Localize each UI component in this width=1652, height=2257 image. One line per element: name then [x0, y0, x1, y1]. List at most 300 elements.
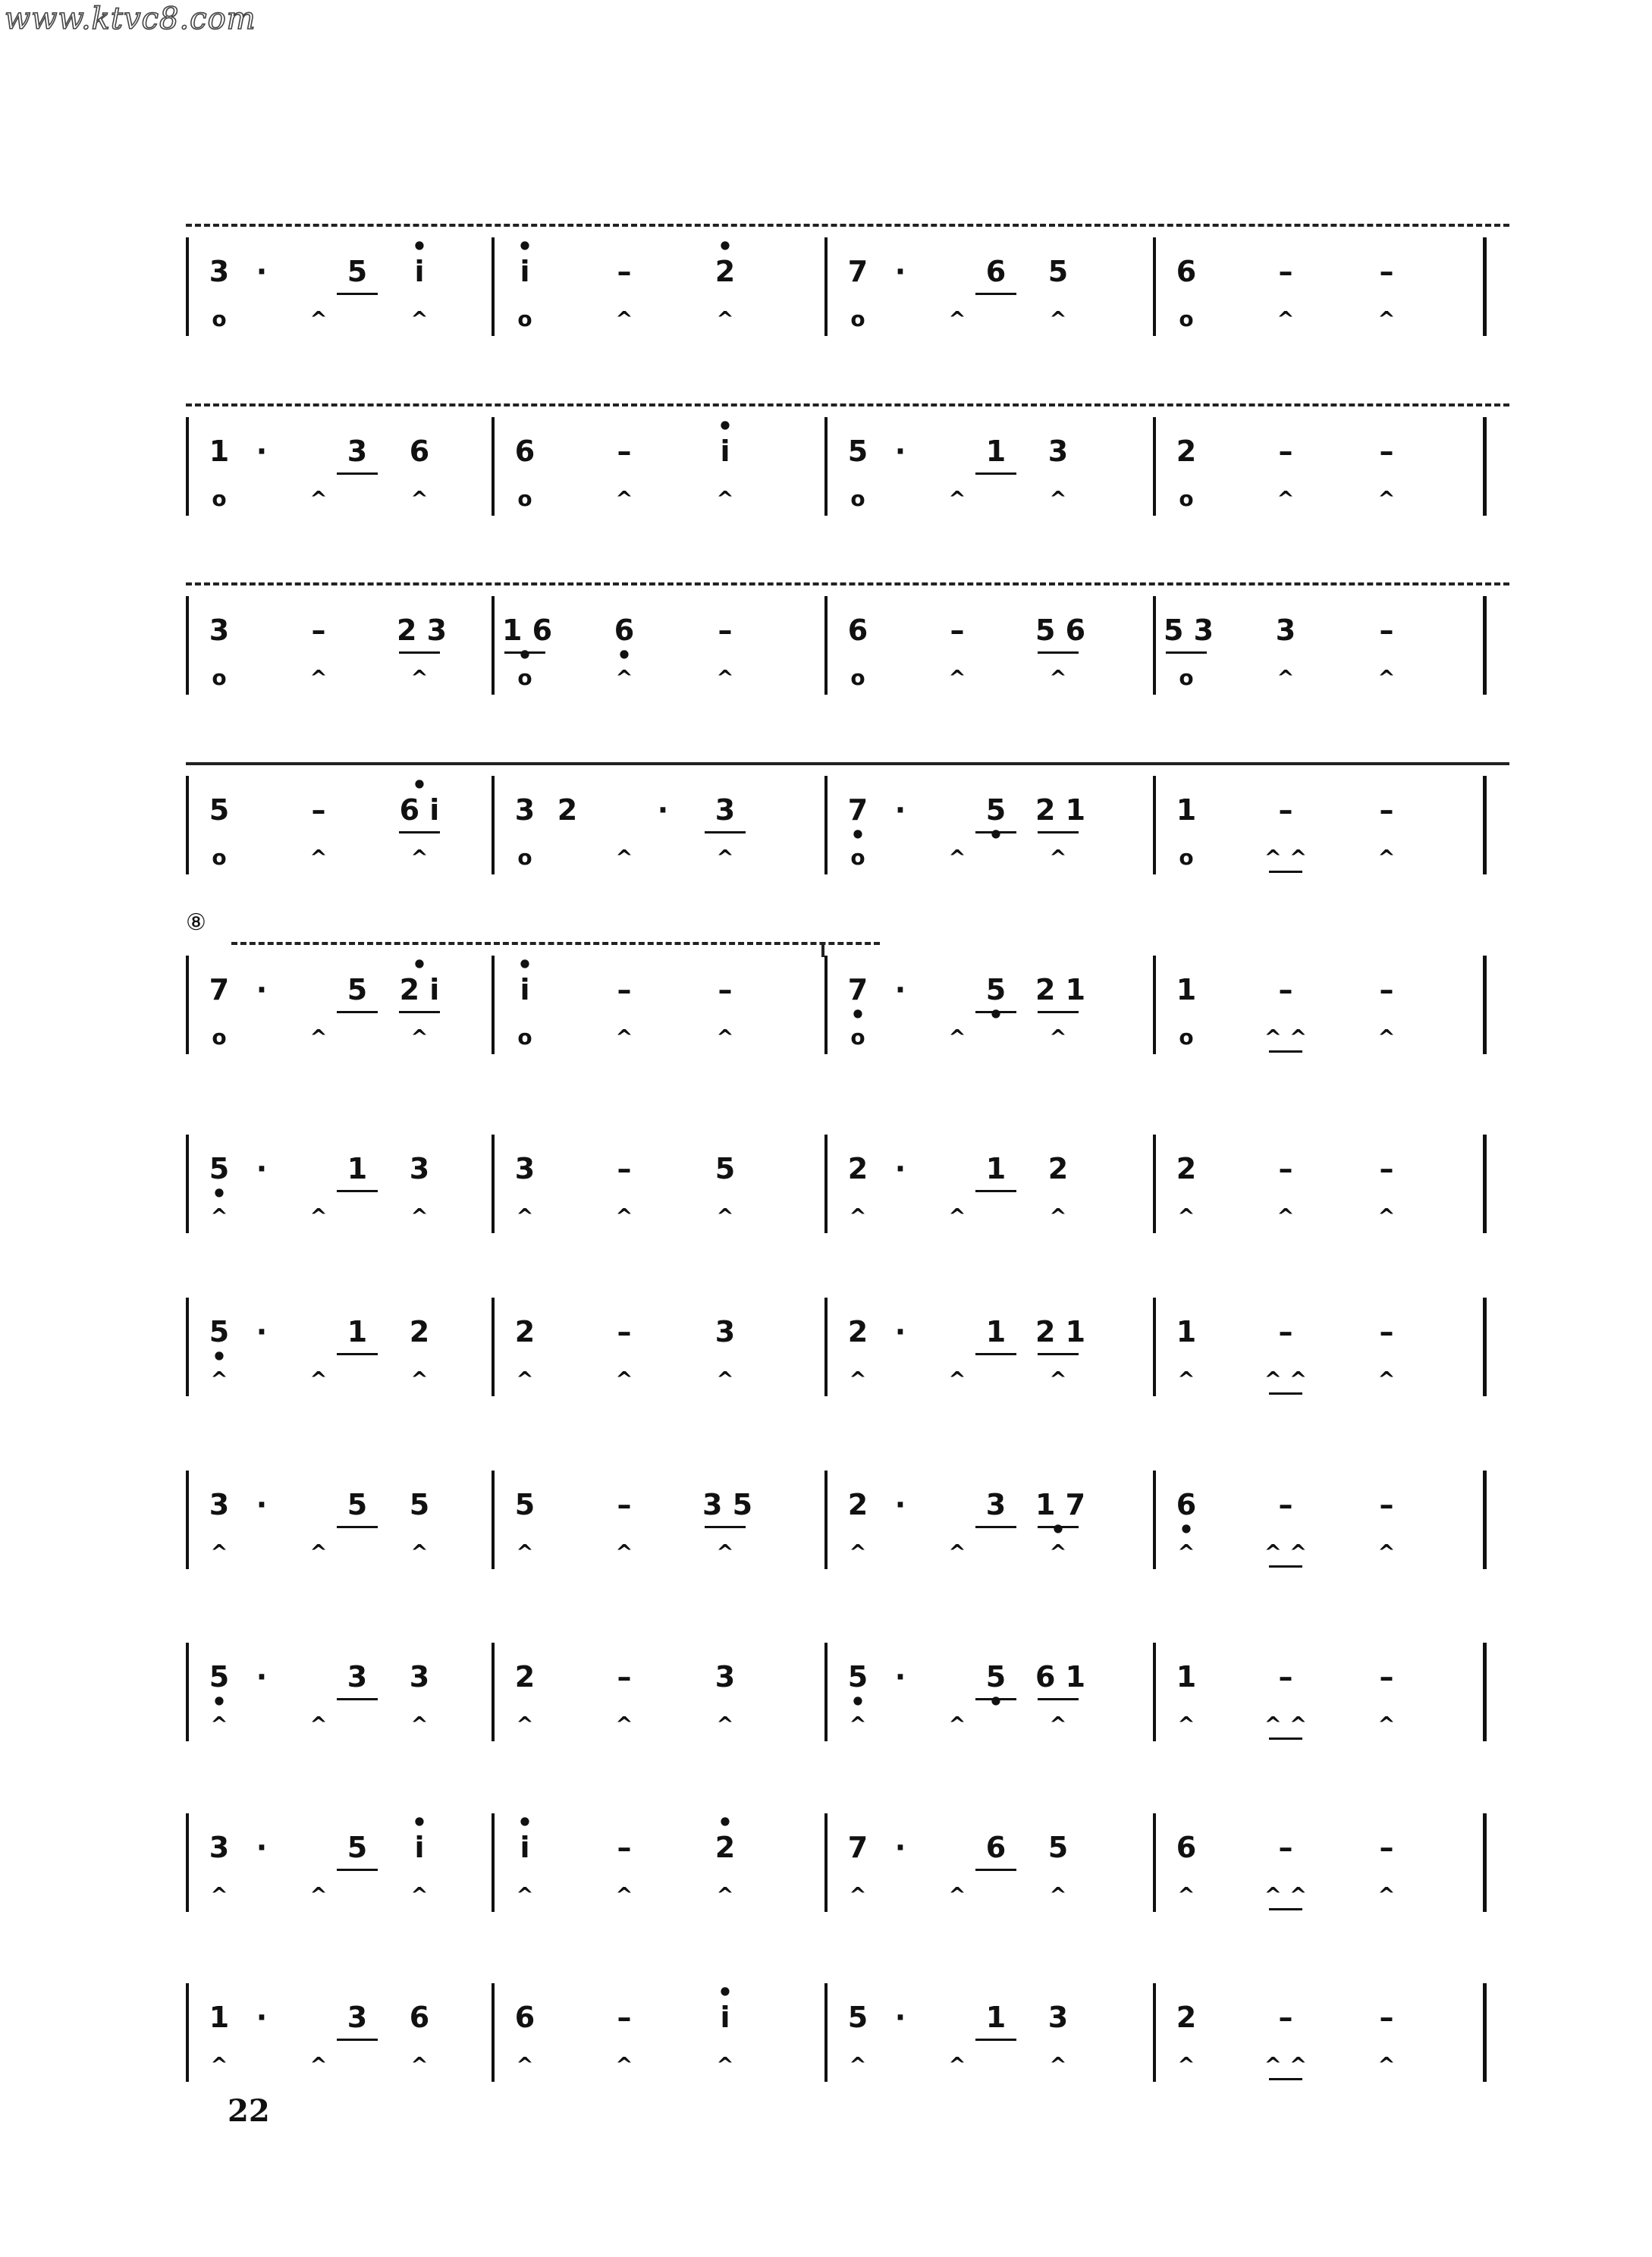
accent-mark: ^ [410, 486, 429, 511]
octave-down-dot: • [517, 641, 533, 670]
accent-mark: ^ [716, 1367, 734, 1392]
note: 3 [334, 434, 380, 473]
extension-dash: – [1278, 1660, 1293, 1694]
octave-up-dot: • [717, 1808, 733, 1837]
note: 5 3 [1164, 613, 1209, 652]
note: 5 [334, 1487, 380, 1527]
bar-line [1153, 237, 1156, 336]
accent-mark: ^ [948, 2052, 966, 2077]
accent-mark: ^ [615, 1025, 633, 1050]
note: 1 [973, 1151, 1019, 1191]
note: i • [502, 254, 548, 294]
note: 3 [334, 1659, 380, 1699]
accent-mark: ^ ^ [1263, 2051, 1308, 2080]
extension-dash: – [617, 1831, 632, 1864]
accent-mark: ^ [1049, 1025, 1067, 1050]
open-mark: o [212, 845, 227, 870]
rehearsal-mark: ⑧ [186, 909, 206, 936]
accent-mark: ^ [309, 1204, 328, 1229]
accent-mark: ^ [410, 665, 429, 690]
extension-dash: – [1278, 793, 1293, 827]
bar-line [492, 956, 495, 1054]
open-mark: o [850, 486, 865, 511]
accent-mark: ^ [1277, 486, 1295, 511]
note: 3 [1047, 435, 1069, 468]
accent-mark: ^ [1049, 2052, 1067, 2077]
accent-mark: ^ [516, 1204, 534, 1229]
open-mark: o [517, 486, 532, 511]
accent-mark: ^ ^ [1263, 1024, 1308, 1053]
bar-line [492, 1813, 495, 1912]
note: 2 i • [397, 972, 442, 1012]
note: 3 [702, 793, 748, 832]
extension-dash: – [1379, 255, 1394, 288]
note: 6 [514, 435, 535, 468]
bar-line [1483, 1813, 1487, 1912]
octave-down-dot: • [988, 821, 1004, 849]
accent-mark: ^ [1377, 1882, 1396, 1907]
accent-mark: ^ [1277, 1204, 1295, 1229]
note: 5 • [196, 1659, 242, 1699]
accent-mark: ^ [1177, 1540, 1195, 1565]
accent-mark: ^ [1377, 306, 1396, 331]
system-top-line [186, 582, 1509, 585]
accent-mark: ^ [849, 1712, 867, 1737]
note: 2 1 [1035, 1314, 1081, 1354]
bar-line [1153, 1983, 1156, 2082]
note: i • [397, 1830, 442, 1869]
accent-mark: ^ [1377, 1025, 1396, 1050]
extension-dash: – [1379, 1660, 1394, 1694]
accent-mark: ^ [1277, 665, 1295, 690]
octave-down-dot: • [988, 1687, 1004, 1716]
score-system [186, 224, 1509, 345]
note: 2 [1047, 1152, 1069, 1185]
bar-line [492, 1298, 495, 1396]
extension-dash: – [617, 1315, 632, 1348]
note: 6 1 [1035, 1659, 1081, 1699]
note: 2 1 [1035, 972, 1081, 1012]
accent-mark: ^ [716, 2052, 734, 2077]
note: 6 • [1164, 1487, 1209, 1527]
octave-up-dot: • [411, 232, 428, 261]
accent-mark: ^ [716, 1025, 734, 1050]
accent-mark: ^ [615, 1882, 633, 1907]
augmentation-dot: · [894, 1488, 906, 1521]
extension-dash: – [1379, 614, 1394, 647]
note: 6 [973, 1830, 1019, 1869]
accent-mark: ^ [948, 486, 966, 511]
accent-mark: ^ [716, 1540, 734, 1565]
accent-mark: ^ ^ [1263, 844, 1308, 873]
accent-mark: ^ [1377, 1204, 1396, 1229]
note: 7 [847, 1831, 868, 1864]
note: 2 [847, 1315, 868, 1348]
note: 3 [715, 1660, 736, 1694]
accent-mark: ^ [948, 306, 966, 331]
bar-line [1483, 1643, 1487, 1741]
note: 6 • [601, 613, 647, 652]
bar-line [824, 1813, 828, 1912]
note: 3 [514, 793, 535, 827]
octave-down-dot: • [850, 1000, 866, 1029]
note: 6 [1176, 1831, 1197, 1864]
bar-line [824, 237, 828, 336]
extension-dash: – [718, 973, 733, 1006]
augmentation-dot: · [256, 1831, 268, 1864]
note: 6 [1176, 255, 1197, 288]
accent-mark: ^ [309, 2052, 328, 2077]
augmentation-dot: · [894, 2001, 906, 2034]
open-mark: o [517, 306, 532, 331]
accent-mark: ^ [948, 1712, 966, 1737]
accent-mark: ^ [1049, 1882, 1067, 1907]
extension-dash: – [718, 614, 733, 647]
augmentation-dot: · [256, 1315, 268, 1348]
bar-line [492, 417, 495, 516]
augmentation-dot: · [256, 1488, 268, 1521]
accent-mark: ^ [716, 665, 734, 690]
note: 2 [514, 1660, 535, 1694]
accent-mark: ^ [615, 1367, 633, 1392]
note: 3 [1275, 614, 1296, 647]
extension-dash: – [1278, 1831, 1293, 1864]
accent-mark: ^ [615, 306, 633, 331]
accent-mark: ^ [410, 1025, 429, 1050]
note: 6 [409, 435, 430, 468]
accent-mark: ^ ^ [1263, 1711, 1308, 1740]
note: 6 [409, 2001, 430, 2034]
accent-mark: ^ [410, 845, 429, 870]
extension-dash: – [617, 1488, 632, 1521]
bar-line [186, 1471, 189, 1569]
note: 6 [973, 254, 1019, 294]
accent-mark: ^ [210, 1204, 228, 1229]
accent-mark: ^ [1049, 665, 1067, 690]
octave-up-dot: • [717, 1978, 733, 2007]
note: 5 [409, 1488, 430, 1521]
accent-mark: ^ [309, 1540, 328, 1565]
open-mark: o [212, 486, 227, 511]
accent-mark: ^ [1049, 845, 1067, 870]
accent-mark: ^ [309, 306, 328, 331]
note: 5 • [973, 793, 1019, 832]
note: 1 [973, 1314, 1019, 1354]
augmentation-dot: · [256, 1660, 268, 1694]
accent-mark: ^ [716, 845, 734, 870]
open-mark: o [517, 845, 532, 870]
note: 2 [514, 1315, 535, 1348]
octave-up-dot: • [517, 950, 533, 979]
extension-dash: – [1379, 1315, 1394, 1348]
augmentation-dot: · [256, 2001, 268, 2034]
bar-line [824, 1298, 828, 1396]
bar-line [1153, 1298, 1156, 1396]
open-mark: o [850, 306, 865, 331]
open-mark: o [212, 665, 227, 690]
accent-mark: ^ [948, 665, 966, 690]
note: 5 • [973, 972, 1019, 1012]
note: 1 [1176, 793, 1197, 827]
extension-dash: – [617, 2001, 632, 2034]
note: 5 [1047, 1831, 1069, 1864]
note: 5 6 [1035, 613, 1081, 652]
bar-line [1153, 1643, 1156, 1741]
note: 5 • [835, 1659, 881, 1699]
note: 2 • [702, 1830, 748, 1869]
note: i • [397, 254, 442, 294]
accent-mark: ^ [716, 486, 734, 511]
bar-line [1483, 237, 1487, 336]
score-system [186, 403, 1509, 525]
bar-line [1483, 596, 1487, 695]
bar-line [186, 417, 189, 516]
bar-line [492, 1983, 495, 2082]
accent-mark: ^ [1377, 1540, 1396, 1565]
accent-mark: ^ [716, 1882, 734, 1907]
accent-mark: ^ [309, 1882, 328, 1907]
watermark: www.ktvc8.com [5, 2, 256, 36]
open-mark: o [850, 665, 865, 690]
score-system [186, 1121, 1509, 1242]
bar-line [1483, 1298, 1487, 1396]
accent-mark: ^ [309, 665, 328, 690]
bar-line [1483, 417, 1487, 516]
system-top-line [231, 942, 880, 945]
octave-down-dot: • [1178, 1515, 1195, 1544]
accent-mark: ^ [410, 1882, 429, 1907]
accent-mark: ^ [948, 1367, 966, 1392]
score-system [186, 1970, 1509, 2091]
accent-mark: ^ [309, 1712, 328, 1737]
accent-mark: ^ [210, 1540, 228, 1565]
accent-mark: ^ [1049, 1204, 1067, 1229]
note: 5 [334, 1830, 380, 1869]
note: 5 • [196, 1151, 242, 1191]
bar-line [1153, 1471, 1156, 1569]
accent-mark: ^ [516, 1540, 534, 1565]
octave-up-dot: • [411, 771, 428, 799]
accent-mark: ^ [948, 1540, 966, 1565]
system-top-line [186, 403, 1509, 407]
note: 3 [409, 1660, 430, 1694]
accent-mark: ^ [410, 2052, 429, 2077]
system-top-line [186, 224, 1509, 227]
octave-up-dot: • [517, 1808, 533, 1837]
accent-mark: ^ [948, 1025, 966, 1050]
augmentation-dot: · [894, 1831, 906, 1864]
octave-down-dot: • [616, 641, 633, 670]
bar-line [186, 776, 189, 874]
accent-mark: ^ [1177, 1367, 1195, 1392]
extension-dash: – [617, 255, 632, 288]
extension-dash: – [1278, 2001, 1293, 2034]
extension-dash: – [1379, 793, 1394, 827]
bar-line [1483, 1471, 1487, 1569]
extension-dash: – [1278, 255, 1293, 288]
accent-mark: ^ [1049, 1540, 1067, 1565]
score-system [186, 1457, 1509, 1578]
accent-mark: ^ ^ [1263, 1366, 1308, 1395]
bar-line [824, 1983, 828, 2082]
score-system [186, 762, 1509, 884]
score-system [186, 909, 1509, 1063]
bar-line [186, 1298, 189, 1396]
note: 1 [334, 1314, 380, 1354]
note: 6 [514, 2001, 535, 2034]
note: 3 [973, 1487, 1019, 1527]
accent-mark: ^ [516, 2052, 534, 2077]
bar-line [1483, 1983, 1487, 2082]
augmentation-dot: · [894, 1315, 906, 1348]
open-mark: o [517, 665, 532, 690]
score-system [186, 1284, 1509, 1405]
extension-dash: – [1379, 1831, 1394, 1864]
bar-line [824, 776, 828, 874]
accent-mark: ^ [615, 1712, 633, 1737]
note: 3 [209, 614, 230, 647]
octave-up-dot: • [517, 232, 533, 261]
augmentation-dot: · [894, 1152, 906, 1185]
bar-line [1153, 1135, 1156, 1233]
octave-up-dot: • [717, 412, 733, 441]
note: 1 [334, 1151, 380, 1191]
open-mark: o [212, 306, 227, 331]
augmentation-dot: · [894, 435, 906, 468]
bar-line [492, 776, 495, 874]
note: 6 i • [397, 793, 442, 832]
accent-mark: ^ [309, 845, 328, 870]
accent-mark: ^ [1377, 2052, 1396, 2077]
bar-line [1153, 596, 1156, 695]
note: 7 • [835, 972, 881, 1012]
note: 3 [334, 2000, 380, 2039]
note: 6 [847, 614, 868, 647]
accent-mark: ^ [309, 486, 328, 511]
open-mark: o [1179, 845, 1194, 870]
accent-mark: ^ [849, 1204, 867, 1229]
note: i • [502, 972, 548, 1012]
note: 7 • [835, 793, 881, 832]
extension-dash: – [1278, 973, 1293, 1006]
note: i • [702, 434, 748, 473]
accent-mark: ^ [1277, 306, 1295, 331]
note: i • [702, 2000, 748, 2039]
open-mark: o [517, 1025, 532, 1050]
accent-mark: ^ [849, 1367, 867, 1392]
note: 2 [1176, 1152, 1197, 1185]
octave-down-dot: • [850, 1687, 866, 1716]
note: 2 [557, 793, 578, 827]
accent-mark: ^ ^ [1263, 1539, 1308, 1568]
accent-mark: ^ [1377, 845, 1396, 870]
score-system [186, 1629, 1509, 1750]
score-system [186, 1800, 1509, 1921]
note: 3 [409, 1152, 430, 1185]
bar-line [1153, 956, 1156, 1054]
open-mark: o [1179, 665, 1194, 690]
octave-down-dot: • [211, 1179, 228, 1208]
accent-mark: ^ [849, 2052, 867, 2077]
note: 2 3 [397, 613, 442, 652]
accent-mark: ^ [716, 1712, 734, 1737]
extension-dash: – [617, 435, 632, 468]
bar-line [824, 1135, 828, 1233]
octave-up-dot: • [717, 232, 733, 261]
bar-line [492, 1643, 495, 1741]
octave-down-dot: • [1050, 1515, 1066, 1544]
note: 1 [1176, 1660, 1197, 1694]
accent-mark: ^ [615, 1540, 633, 1565]
note: 1 [973, 2000, 1019, 2039]
octave-up-dot: • [411, 950, 428, 979]
score-system [186, 582, 1509, 704]
augmentation-dot: · [894, 1660, 906, 1694]
extension-dash: – [617, 973, 632, 1006]
accent-mark: ^ [615, 1204, 633, 1229]
augmentation-dot: · [894, 255, 906, 288]
bar-line [824, 1471, 828, 1569]
note: 1 [1176, 1315, 1197, 1348]
note: 3 [209, 1488, 230, 1521]
page-number: 22 [228, 2093, 270, 2129]
extension-dash: – [1379, 1152, 1394, 1185]
accent-mark: ^ [1177, 2052, 1195, 2077]
accent-mark: ^ [210, 1882, 228, 1907]
accent-mark: ^ [1177, 1882, 1195, 1907]
note: 1 [973, 434, 1019, 473]
note: 3 [514, 1152, 535, 1185]
octave-down-dot: • [211, 1687, 228, 1716]
accent-mark: ^ [410, 306, 429, 331]
note: 1 [209, 2001, 230, 2034]
bar-line [1483, 776, 1487, 874]
octave-down-dot: • [988, 1000, 1004, 1029]
note: 3 [1047, 2001, 1069, 2034]
bar-line [186, 1643, 189, 1741]
note: 2 [1176, 2001, 1197, 2034]
bar-line [186, 1135, 189, 1233]
bar-line [186, 237, 189, 336]
note: 5 [847, 435, 868, 468]
extension-dash: – [617, 1152, 632, 1185]
accent-mark: ^ [410, 1712, 429, 1737]
accent-mark: ^ [948, 1882, 966, 1907]
open-mark: o [212, 1025, 227, 1050]
bar-line [186, 1813, 189, 1912]
extension-dash: – [1278, 1488, 1293, 1521]
open-mark: o [850, 1025, 865, 1050]
extension-dash: – [311, 614, 326, 647]
bar-line [1483, 1135, 1487, 1233]
accent-mark: ^ [210, 1367, 228, 1392]
bar-line [1483, 956, 1487, 1054]
accent-mark: ^ [410, 1367, 429, 1392]
bar-line [824, 956, 828, 1054]
accent-mark: ^ [849, 1540, 867, 1565]
augmentation-dot: · [256, 435, 268, 468]
extension-dash: – [311, 793, 326, 827]
bar-line [824, 596, 828, 695]
open-mark: o [1179, 486, 1194, 511]
accent-mark: ^ [1177, 1204, 1195, 1229]
note: 2 [1176, 435, 1197, 468]
note: 5 [209, 793, 230, 827]
accent-mark: ^ [615, 486, 633, 511]
bar-line [186, 1983, 189, 2082]
accent-mark: ^ [1177, 1712, 1195, 1737]
augmentation-dot: · [256, 1152, 268, 1185]
